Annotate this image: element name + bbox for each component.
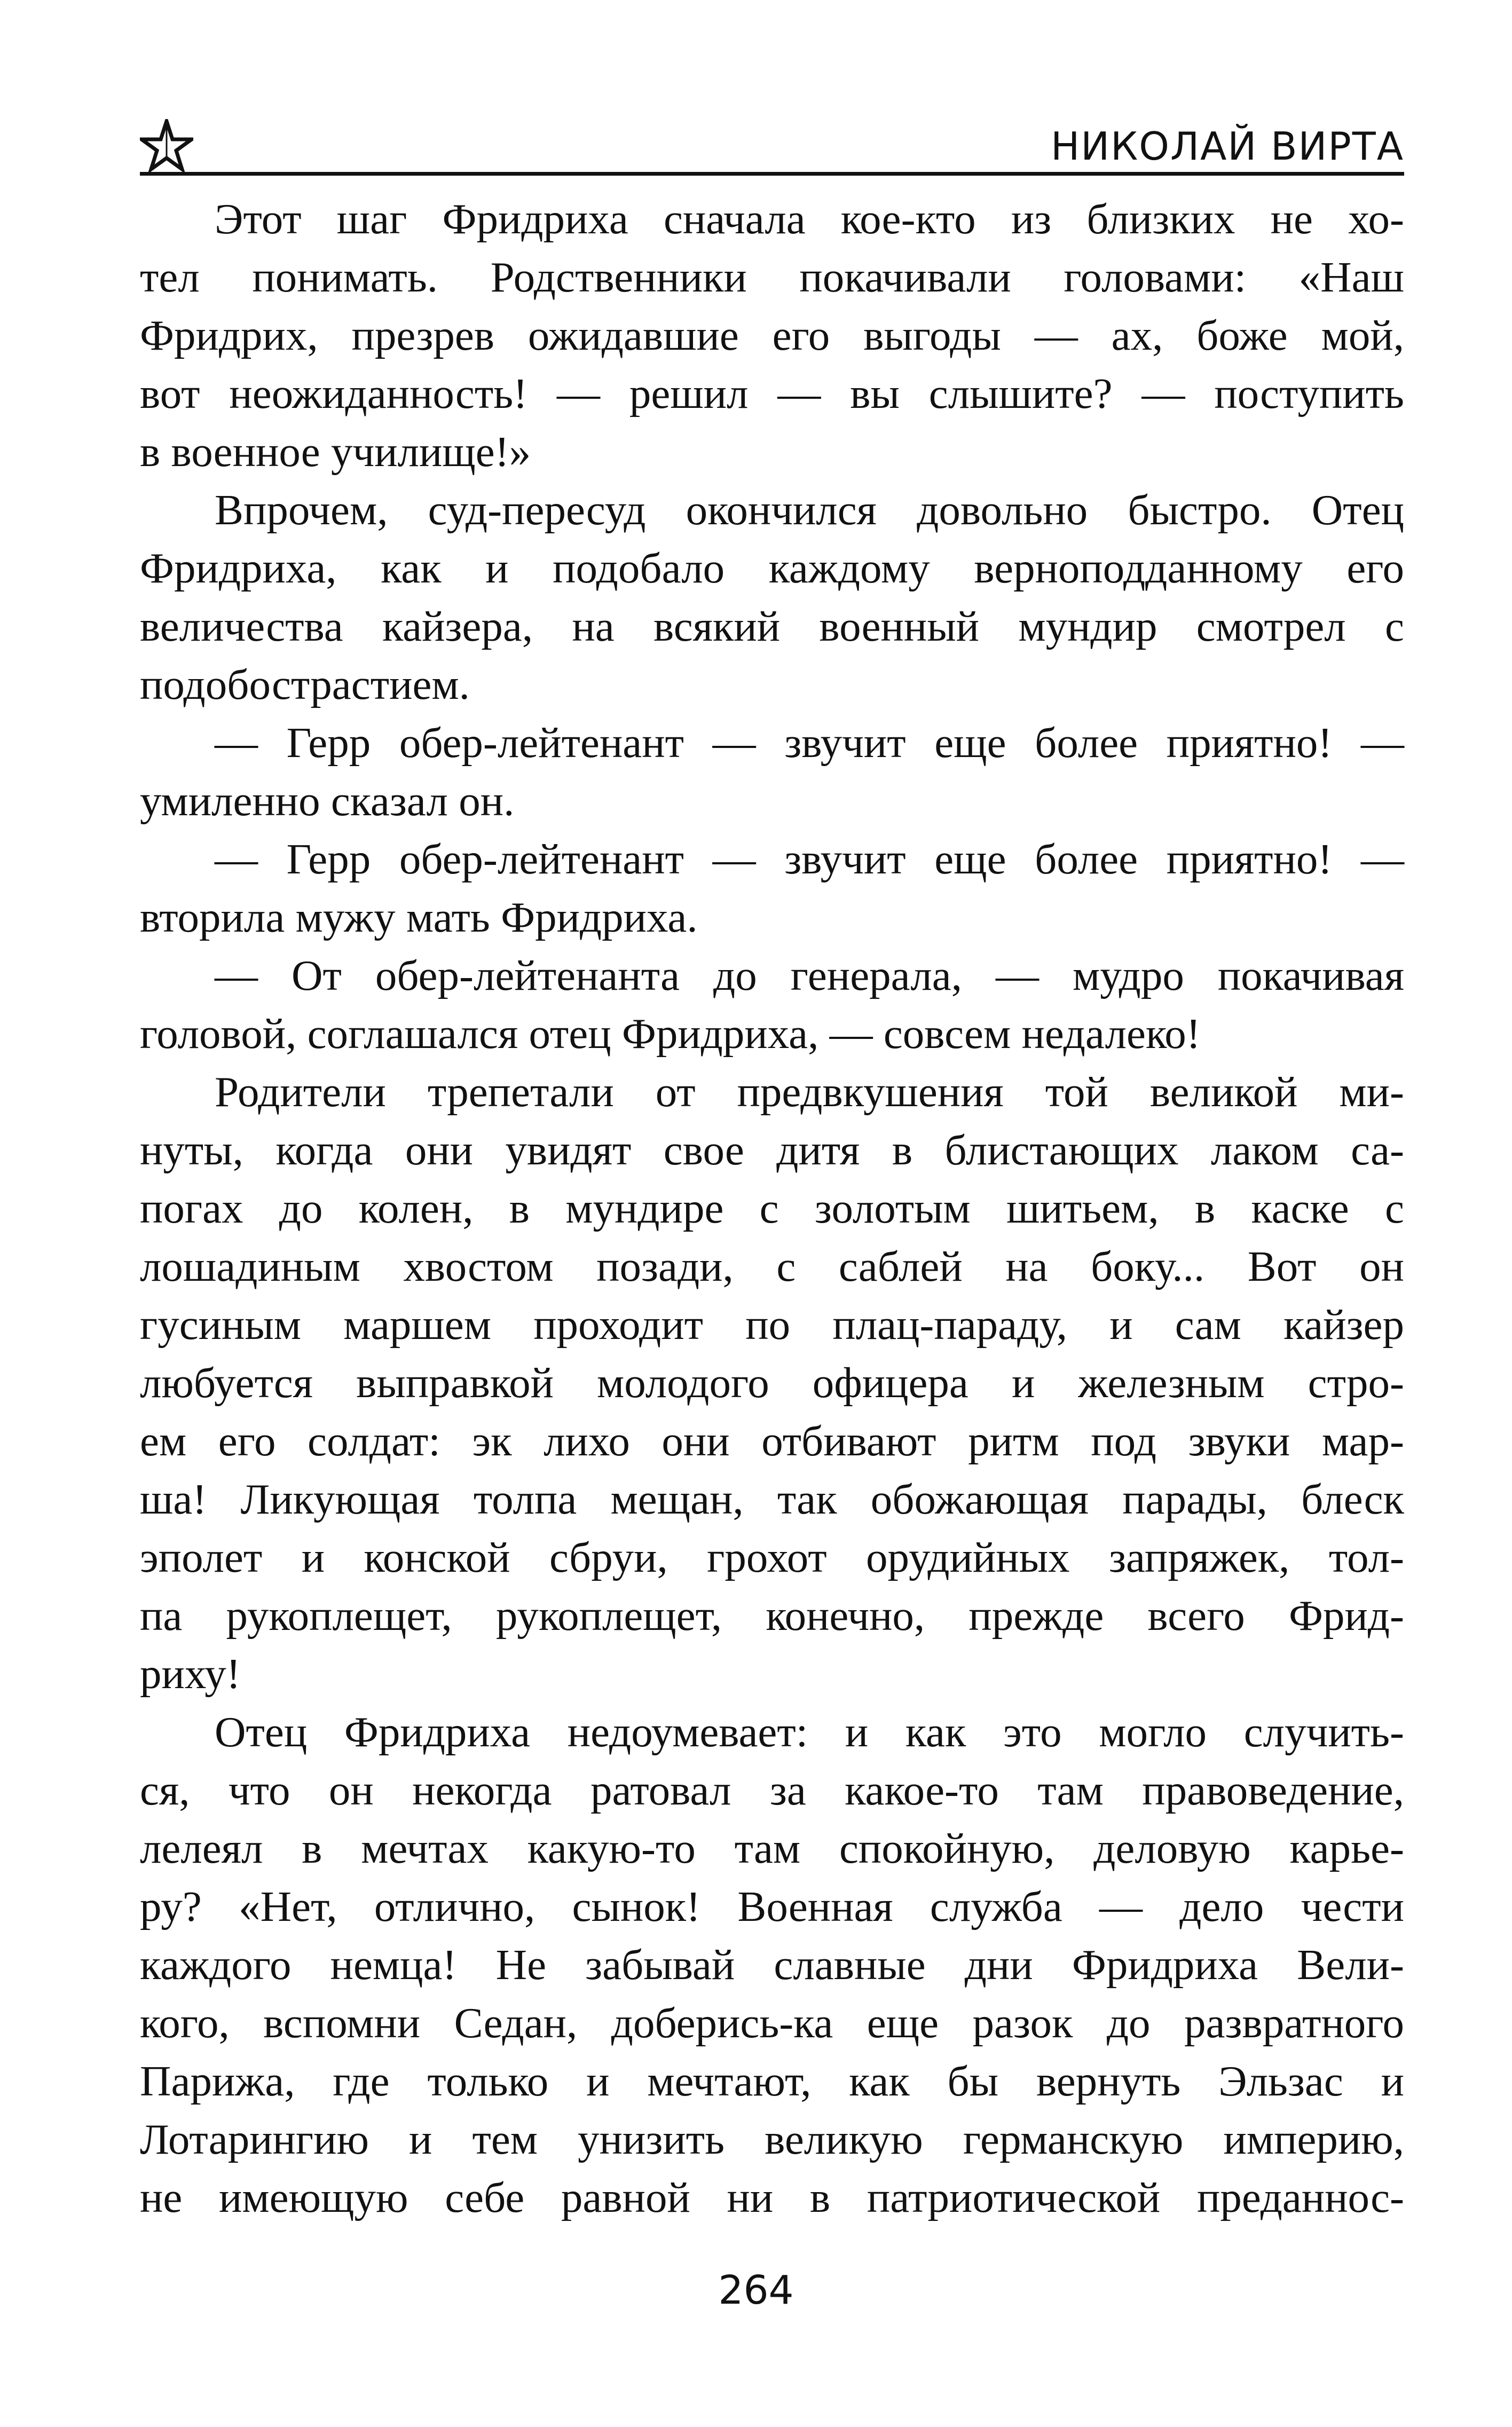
text-line: вторила мужу мать Фридриха. <box>140 893 698 941</box>
text-line: умиленно сказал он. <box>140 777 515 825</box>
text-line: — От обер-лейтенанта до генерала, — мудро покачивая <box>215 951 1404 999</box>
text-line: тел понимать. Родственники покачивали головами: «Наш <box>140 253 1404 301</box>
text-line: подобострастием. <box>140 660 470 708</box>
text-line: нуты, когда они увидят свое дитя в блистающих лаком са- <box>140 1126 1404 1174</box>
text-line: не имеющую себе равной ни в патриотической преданнос- <box>140 2173 1404 2221</box>
text-line: любуется выправкой молодого офицера и железным стро- <box>140 1359 1404 1407</box>
body-text <box>140 190 1404 2227</box>
text-line: величества кайзера, на всякий военный мундир смотрел с <box>140 602 1404 650</box>
text-line: — Герр обер-лейтенант — звучит еще более приятно! — <box>215 835 1404 883</box>
text-line: Отец Фридриха недоумевает: и как это могло случить- <box>215 1708 1404 1756</box>
text-line: кого, вспомни Седан, доберись-ка еще разок до развратного <box>140 1999 1404 2047</box>
text-line: Фридриха, как и подобало каждому верноподданному его <box>140 544 1404 592</box>
text-line: лошадиным хвостом позади, с саблей на боку... Вот он <box>140 1242 1404 1290</box>
text-line: Парижа, где только и мечтают, как бы вернуть Эльзас и <box>140 2057 1404 2105</box>
text-line: в военное училище!» <box>140 428 531 476</box>
page-header <box>140 109 1404 172</box>
text-line: лелеял в мечтах какую-то там спокойную, деловую карье- <box>140 1824 1404 1872</box>
text-line: Фридрих, презрев ожидавшие его выгоды — ах, боже мой, <box>140 311 1404 359</box>
text-line: каждого немца! Не забывай славные дни Фридриха Вели- <box>140 1941 1404 1989</box>
text-line: ем его солдат: эк лихо они отбивают ритм под звуки мар- <box>140 1417 1404 1465</box>
text-line: Впрочем, суд-пересуд окончился довольно быстро. Отец <box>215 486 1404 534</box>
text-line: Лотарингию и тем унизить великую германскую империю, <box>140 2115 1404 2163</box>
text-line: погах до колен, в мундире с золотым шитьем, в каске с <box>140 1184 1404 1232</box>
text-line: головой, соглашался отец Фридриха, — совсем недалеко! <box>140 1010 1201 1058</box>
text-line: гусиным маршем проходит по плац-параду, и сам кайзер <box>140 1301 1404 1349</box>
text-line: па рукоплещет, рукоплещет, конечно, прежде всего Фрид- <box>140 1591 1404 1640</box>
text-line: вот неожиданность! — решил — вы слышите? — поступить <box>140 369 1404 417</box>
header-rule <box>140 172 1404 176</box>
running-head: НИКОЛАЙ ВИРТА <box>1051 124 1404 169</box>
text-line: риху! <box>140 1650 241 1698</box>
text-line: ся, что он некогда ратовал за какое-то там правоведение, <box>140 1766 1404 1814</box>
text-line: Родители трепетали от предвкушения той великой ми- <box>215 1068 1404 1116</box>
page-number: 264 <box>718 2267 794 2313</box>
text-line: эполет и конской сбруи, грохот орудийных запряжек, тол- <box>140 1533 1404 1581</box>
text-line: ру? «Нет, отлично, сынок! Военная служба — дело чести <box>140 1882 1404 1930</box>
text-line: Этот шаг Фридриха сначала кое-кто из близких не хо- <box>215 195 1404 243</box>
text-line: ша! Ликующая толпа мещан, так обожающая парады, блеск <box>140 1475 1404 1523</box>
star-outline-icon <box>140 119 193 172</box>
text-line: — Герр обер-лейтенант — звучит еще более приятно! — <box>215 719 1404 767</box>
